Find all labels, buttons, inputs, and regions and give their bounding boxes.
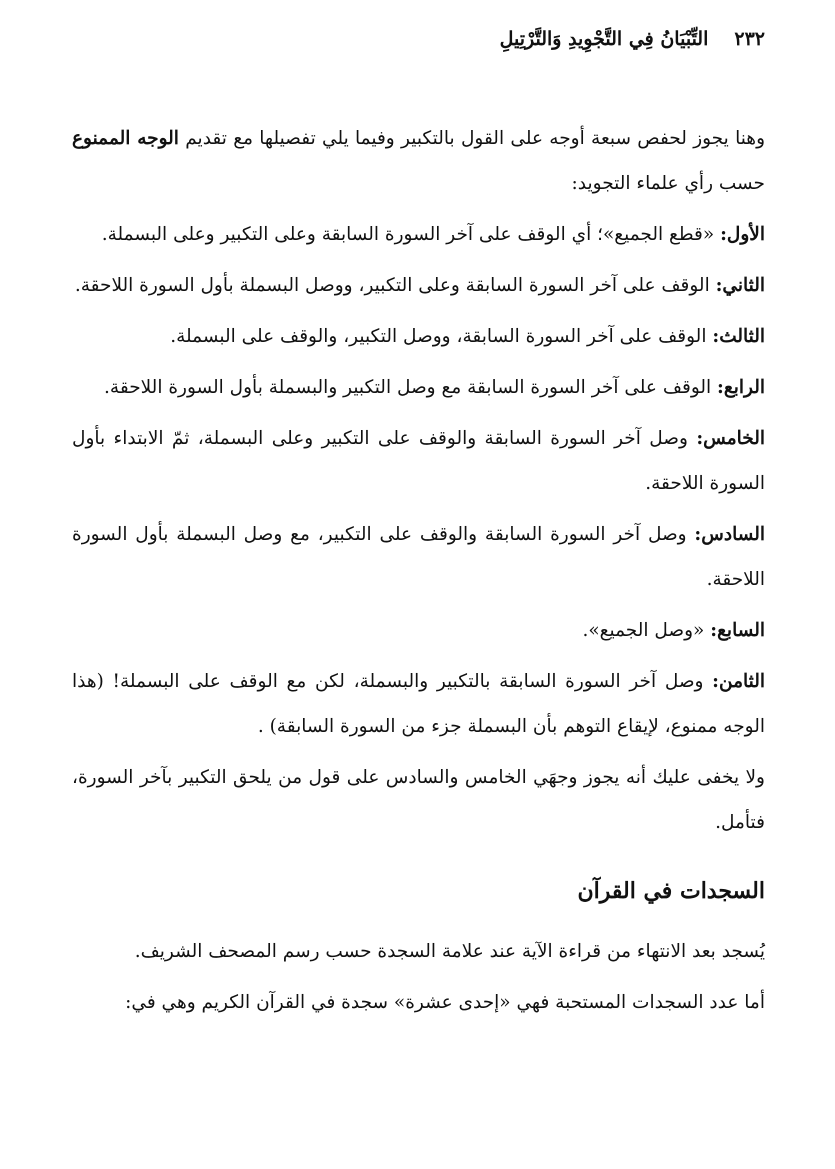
aspect-label: الخامس: [696,428,765,449]
aspect-text: وصل آخر السورة السابقة والوقف على التكبير، مع وصل البسملة بأول السورة اللاحقة. [72,524,765,590]
book-page [72,28,765,1031]
aspect-item [72,365,765,410]
section-paragraph: يُسجد بعد الانتهاء من قراءة الآية عند علامة السجدة حسب رسم المصحف الشريف. [134,941,765,962]
section-heading: السجدات في القرآن [577,878,765,904]
book-title: التِّبْيَانُ فِي التَّجْوِيدِ وَالتَّرْتِيلِ [499,28,709,50]
aspect-text: الوقف على آخر السورة السابقة، ووصل التكبير، والوقف على البسملة. [170,326,713,347]
running-header [72,28,765,72]
aspect-item [72,659,765,749]
closing-note: ولا يخفى عليك أنه يجوز وجهَي الخامس والسادس على قول من يلحق التكبير بآخر السورة، فتأمل. [72,767,765,833]
aspect-label: الرابع: [717,377,765,398]
page-number: ٢٣٢ [734,28,765,50]
aspect-label: السابع: [710,620,765,641]
aspect-label: السادس: [694,524,765,545]
aspect-text: الوقف على آخر السورة السابقة مع وصل التكبير والبسملة بأول السورة اللاحقة. [104,377,718,398]
intro-paragraph [72,116,765,206]
aspect-item [72,608,765,653]
aspect-label: الأول: [720,224,765,245]
aspect-item [72,416,765,506]
aspect-item [72,263,765,308]
aspect-text: «قطع الجميع»؛ أي الوقف على آخر السورة السابقة وعلى التكبير وعلى البسملة. [101,224,721,245]
aspect-item [72,212,765,257]
section-paragraph: أما عدد السجدات المستحبة فهي «إحدى عشرة» سجدة في القرآن الكريم وهي في: [125,992,765,1013]
aspect-item [72,314,765,359]
aspect-text: وصل آخر السورة السابقة والوقف على التكبير وعلى البسملة، ثمّ الابتداء بأول السورة اللاحقة. [72,428,765,494]
aspect-text: وصل آخر السورة السابقة بالتكبير والبسملة، لكن مع الوقف على البسملة! (هذا الوجه ممنوع، لإيقاع التوهم بأن البسملة جزء من السورة السابقة) . [72,671,765,737]
aspect-text: «وصل الجميع». [582,620,711,641]
intro-text-end: حسب رأي علماء التجويد: [571,173,765,194]
page-body [72,116,765,1025]
aspect-text: الوقف على آخر السورة السابقة وعلى التكبير، ووصل البسملة بأول السورة اللاحقة. [74,275,716,296]
aspect-label: الثالث: [712,326,765,347]
aspect-label: الثامن: [712,671,765,692]
aspect-label: الثاني: [715,275,765,296]
forbidden-aspect-emphasis: الوجه الممنوع [72,128,179,149]
aspect-item [72,512,765,602]
intro-text: وهنا يجوز لحفص سبعة أوجه على القول بالتكبير وفيما يلي تفصيلها مع تقديم [178,128,765,149]
